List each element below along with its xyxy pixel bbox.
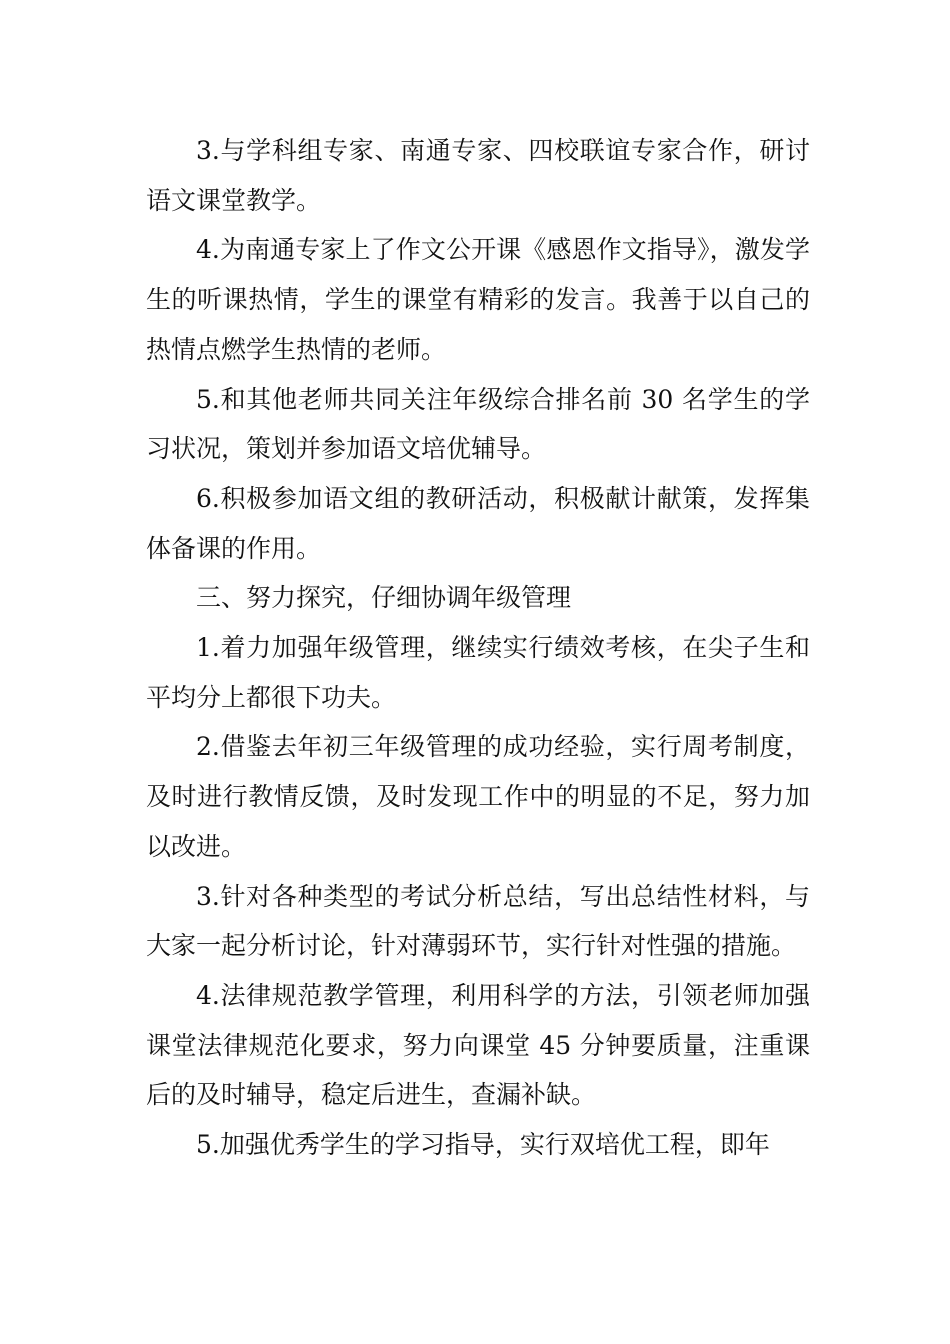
paragraph-4-teaching-management: 4.法律规范教学管理，利用科学的方法，引领老师加强课堂法律规范化要求，努力向课堂 45 分钟要质量，注重课后的及时辅导，稳定后进生，查漏补缺。 (146, 980, 810, 1110)
paragraph-1-grade-management: 1.着力加强年级管理，继续实行绩效考核，在尖子生和平均分上都很下功夫。 (146, 633, 810, 712)
document-body (146, 126, 810, 1170)
paragraph-4-open-class: 4.为南通专家上了作文公开课《感恩作文指导》，激发学生的听课热情，学生的课堂有精彩的发言。我善于以自己的热情点燃学生热情的老师。 (146, 235, 810, 364)
paragraph-2-weekly-exams: 2.借鉴去年初三年级管理的成功经验，实行周考制度，及时进行教情反馈，及时发现工作中的明显的不足，努力加以改进。 (146, 732, 810, 861)
paragraph-6-teaching-research: 6.积极参加语文组的教研活动，积极献计献策，发挥集体备课的作用。 (146, 483, 810, 563)
paragraph-5-top-students: 5.和其他老师共同关注年级综合排名前 30 名学生的学习状况，策划并参加语文培优辅导。 (146, 384, 810, 464)
section-heading-grade-management: 三、努力探究，仔细协调年级管理 (196, 583, 572, 613)
paragraph-5-excellent-students: 5.加强优秀学生的学习指导，实行双培优工程，即年 (196, 1130, 770, 1160)
paragraph-3-exam-analysis: 3.针对各种类型的考试分析总结，写出总结性材料，与大家一起分析讨论，针对薄弱环节，实行针对性强的措施。 (146, 881, 810, 961)
paragraph-3-expert-cooperation: 3.与学科组专家、南通专家、四校联谊专家合作，研讨语文课堂教学。 (146, 136, 810, 215)
